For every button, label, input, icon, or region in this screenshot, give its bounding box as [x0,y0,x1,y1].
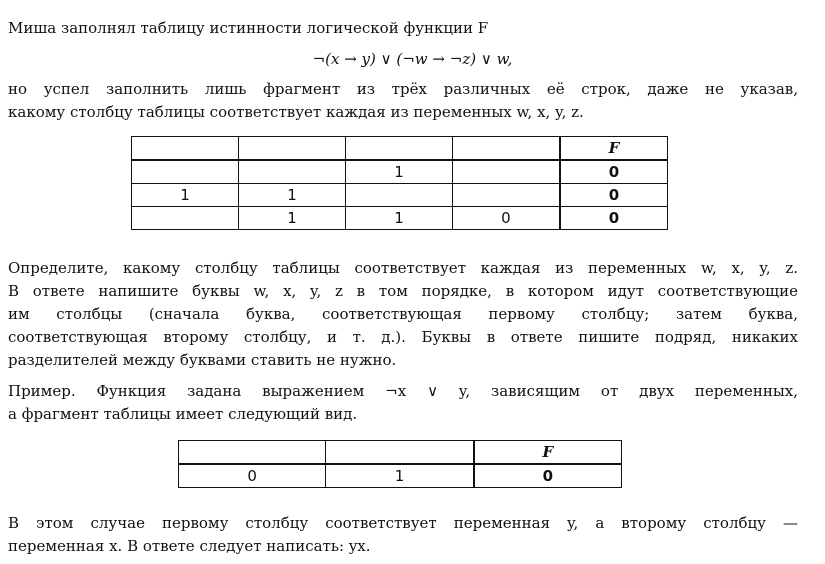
example-line-1: Пример. Функция задана выражением ¬x ∨ y, зависящим от двух переменных, [8,382,798,400]
formula: ¬(x → y) ∨ (¬w → ¬z) ∨ w, [312,50,513,68]
table-row [132,184,668,207]
header-cell [452,137,559,161]
table-row [179,464,622,488]
table-header-row [132,137,668,161]
question-line-3: им столбцы (сначала буква, соответствующая первому столбцу; затем буква, [8,305,798,323]
table-cell: 1 [345,160,452,184]
table-cell: 0 [452,207,559,230]
table-cell: 1 [345,207,452,230]
intro-line-1: Миша заполнял таблицу истинности логической функции F [8,19,489,37]
table-cell-f: 0 [560,160,668,184]
table-cell [452,160,559,184]
table-cell: 1 [132,184,239,207]
table-cell [132,160,239,184]
header-cell-f: F [474,441,622,465]
table-cell-f: 0 [560,184,668,207]
question-line-5: разделителей между буквами ставить не нужно. [8,351,397,369]
header-cell [238,137,345,161]
intro-line-2: но успел заполнить лишь фрагмент из трёх различных её строк, даже не указав, [8,80,798,98]
table-cell: 1 [326,464,474,488]
question-line-2: В ответе напишите буквы w, x, y, z в том порядке, в котором идут соответствующие [8,282,798,300]
conclusion-line-2: переменная x. В ответе следует написать: yx. [8,537,371,555]
table-cell [452,184,559,207]
table-cell [238,160,345,184]
header-cell-f: F [560,137,668,161]
table-cell: 1 [238,184,345,207]
header-cell [326,441,474,465]
table-cell-f: 0 [474,464,622,488]
table-header-row [179,441,622,465]
table-cell [345,184,452,207]
example-line-2: а фрагмент таблицы имеет следующий вид. [8,405,358,423]
intro-line-3: какому столбцу таблицы соответствует каждая из переменных w, x, y, z. [8,103,584,121]
header-cell [345,137,452,161]
example-table [178,440,622,488]
table-cell: 1 [238,207,345,230]
table-cell: 0 [179,464,326,488]
table-cell [132,207,239,230]
table-row [132,207,668,230]
table-row [132,160,668,184]
header-cell [179,441,326,465]
table-cell-f: 0 [560,207,668,230]
truth-table [131,136,668,230]
header-cell [132,137,239,161]
question-line-4: соответствующая второму столбцу, и т. д.). Буквы в ответе пишите подряд, никаких [8,328,798,346]
question-line-1: Определите, какому столбцу таблицы соответствует каждая из переменных w, x, y, z. [8,259,798,277]
conclusion-line-1: В этом случае первому столбцу соответствует переменная y, а второму столбцу — [8,514,798,532]
